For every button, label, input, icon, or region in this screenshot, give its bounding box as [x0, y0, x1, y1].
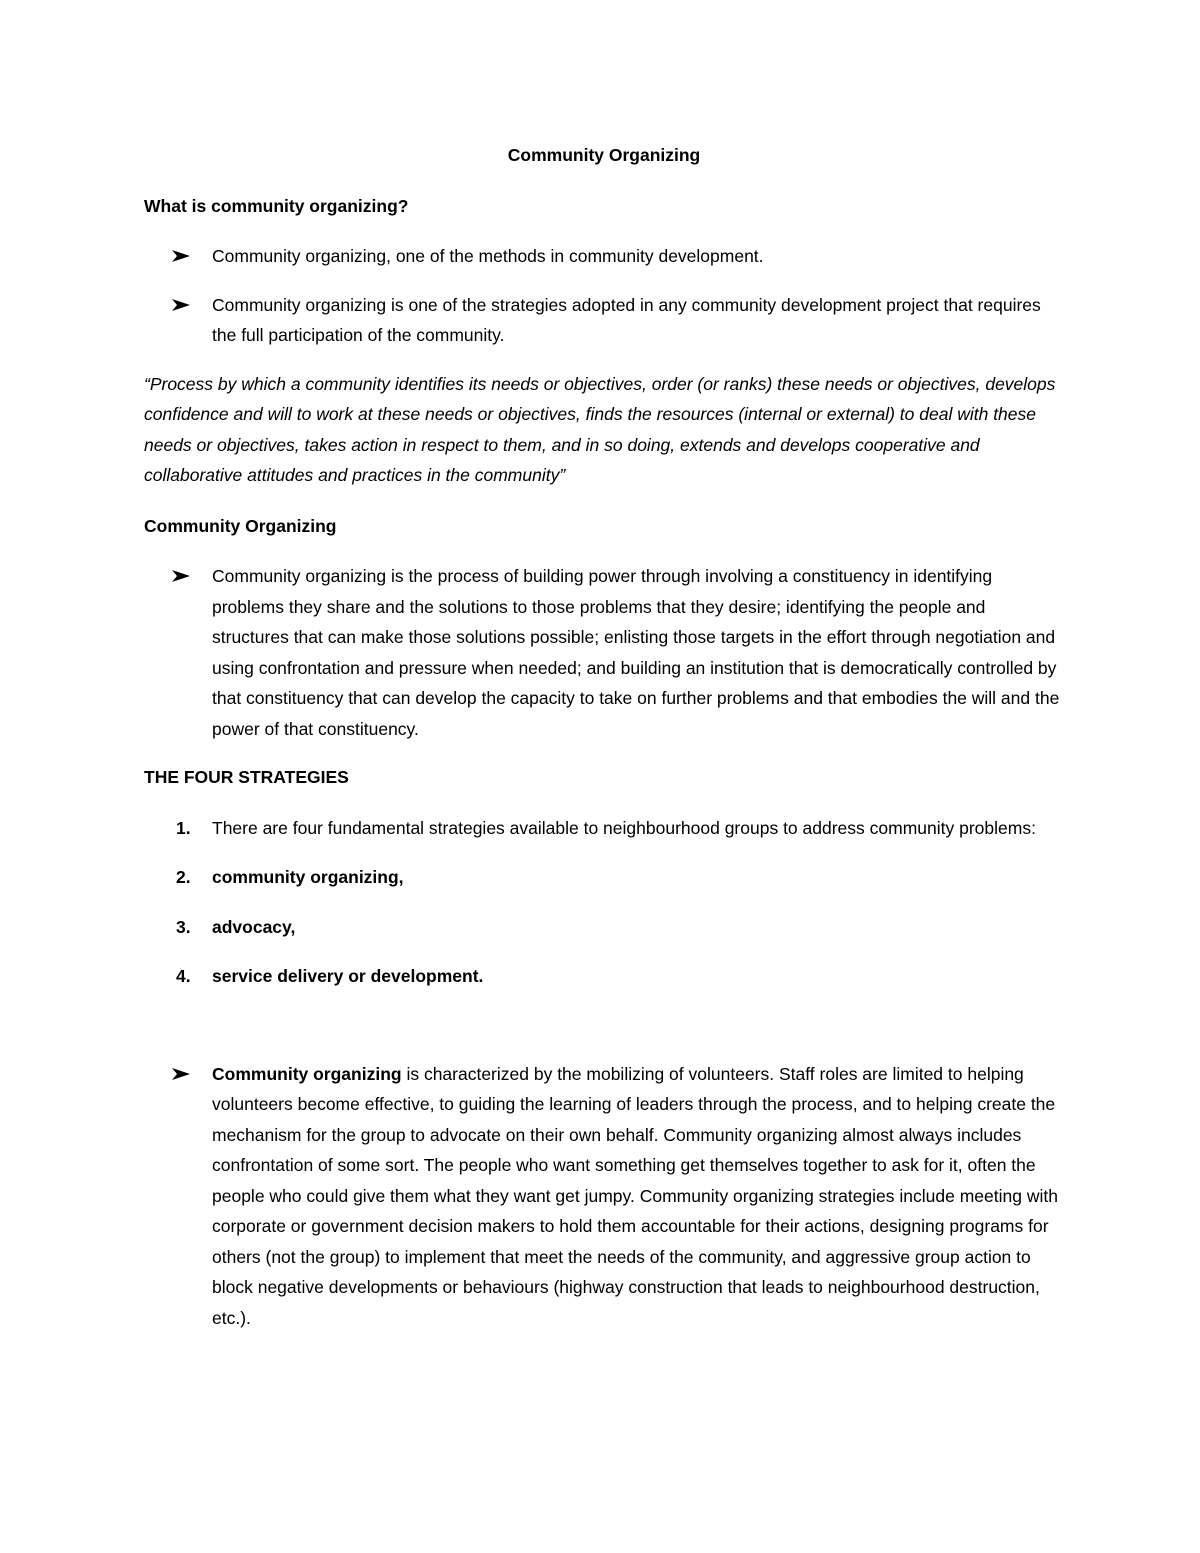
bullet-text: Community organizing is one of the strategies adopted in any community development project that requires the full participation of the community.	[212, 294, 1041, 345]
list-number: 1.	[176, 817, 191, 838]
list-number: 4.	[176, 966, 191, 986]
bullet-lead-text: Community organizing	[212, 1063, 402, 1084]
blank-space	[144, 1011, 1064, 1059]
document-title: Community Organizing	[507, 145, 701, 165]
list-item-text: community organizing,	[212, 867, 404, 887]
document-body	[144, 140, 1064, 1351]
bullet-item	[144, 290, 1064, 351]
strategies-list	[144, 813, 1064, 992]
list-number: 3.	[176, 916, 191, 937]
arrowhead-bullet-icon	[171, 290, 195, 320]
list-number: 2.	[176, 867, 191, 887]
list-item	[144, 862, 1064, 893]
bullet-item	[144, 241, 1064, 272]
bullet-text: is characterized by the mobilizing of volunteers. Staff roles are limited to helping volunteers become effective, to guiding the learning of leaders through the process, and to helping create the mechanism for the group to advocate on their own behalf. Community organizing almost always includes confrontation of some sort. The people who want something get themselves together to ask for it, often the people who could give them what they want get jumpy. Community organizing strategies include meeting with corporate or government decision makers to hold them accountable for their actions, designing programs for others (not the group) to implement that meet the needs of the community, and aggressive group action to block negative developments or behaviours (highway construction that leads to neighbourhood destruction, etc.).	[212, 1063, 1058, 1328]
list-item	[144, 912, 1064, 943]
bullet-text: Community organizing, one of the methods in community development.	[212, 246, 764, 266]
arrowhead-bullet-icon	[171, 241, 195, 271]
bullet-text: Community organizing is the process of building power through involving a constituency in identifying problems they share and the solutions to those problems that they desire; identifying the people and structures that can make those solutions possible; enlisting those targets in the effort through negotiation and using confrontation and pressure when needed; and building an institution that is democratically controlled by that constituency that can develop the capacity to take on further problems and that embodies the will and the power of that constituency.	[212, 566, 1060, 739]
list-item-text: advocacy,	[212, 916, 296, 937]
section-heading-community-organizing: Community Organizing	[144, 515, 337, 536]
list-item-text: service delivery or development.	[212, 966, 484, 986]
list-item	[144, 813, 1064, 844]
bullet-item	[144, 561, 1064, 744]
section-heading-four-strategies: THE FOUR STRATEGIES	[144, 767, 349, 787]
list-item-text: There are four fundamental strategies available to neighbourhood groups to address community problems:	[212, 817, 1036, 838]
section-heading-what-is: What is community organizing?	[144, 195, 409, 216]
list-item	[144, 961, 1064, 992]
arrowhead-bullet-icon	[171, 561, 195, 591]
definition-quote: “Process by which a community identifies its needs or objectives, order (or ranks) these needs or objectives, develops confidence and will to work at these needs or objectives, finds the resources (internal or external) to deal with these needs or objectives, takes action in respect to them, and in so doing, extends and develops cooperative and collaborative attitudes and practices in the community”	[144, 373, 1056, 485]
arrowhead-bullet-icon	[171, 1059, 195, 1089]
bullet-item	[144, 1059, 1064, 1334]
